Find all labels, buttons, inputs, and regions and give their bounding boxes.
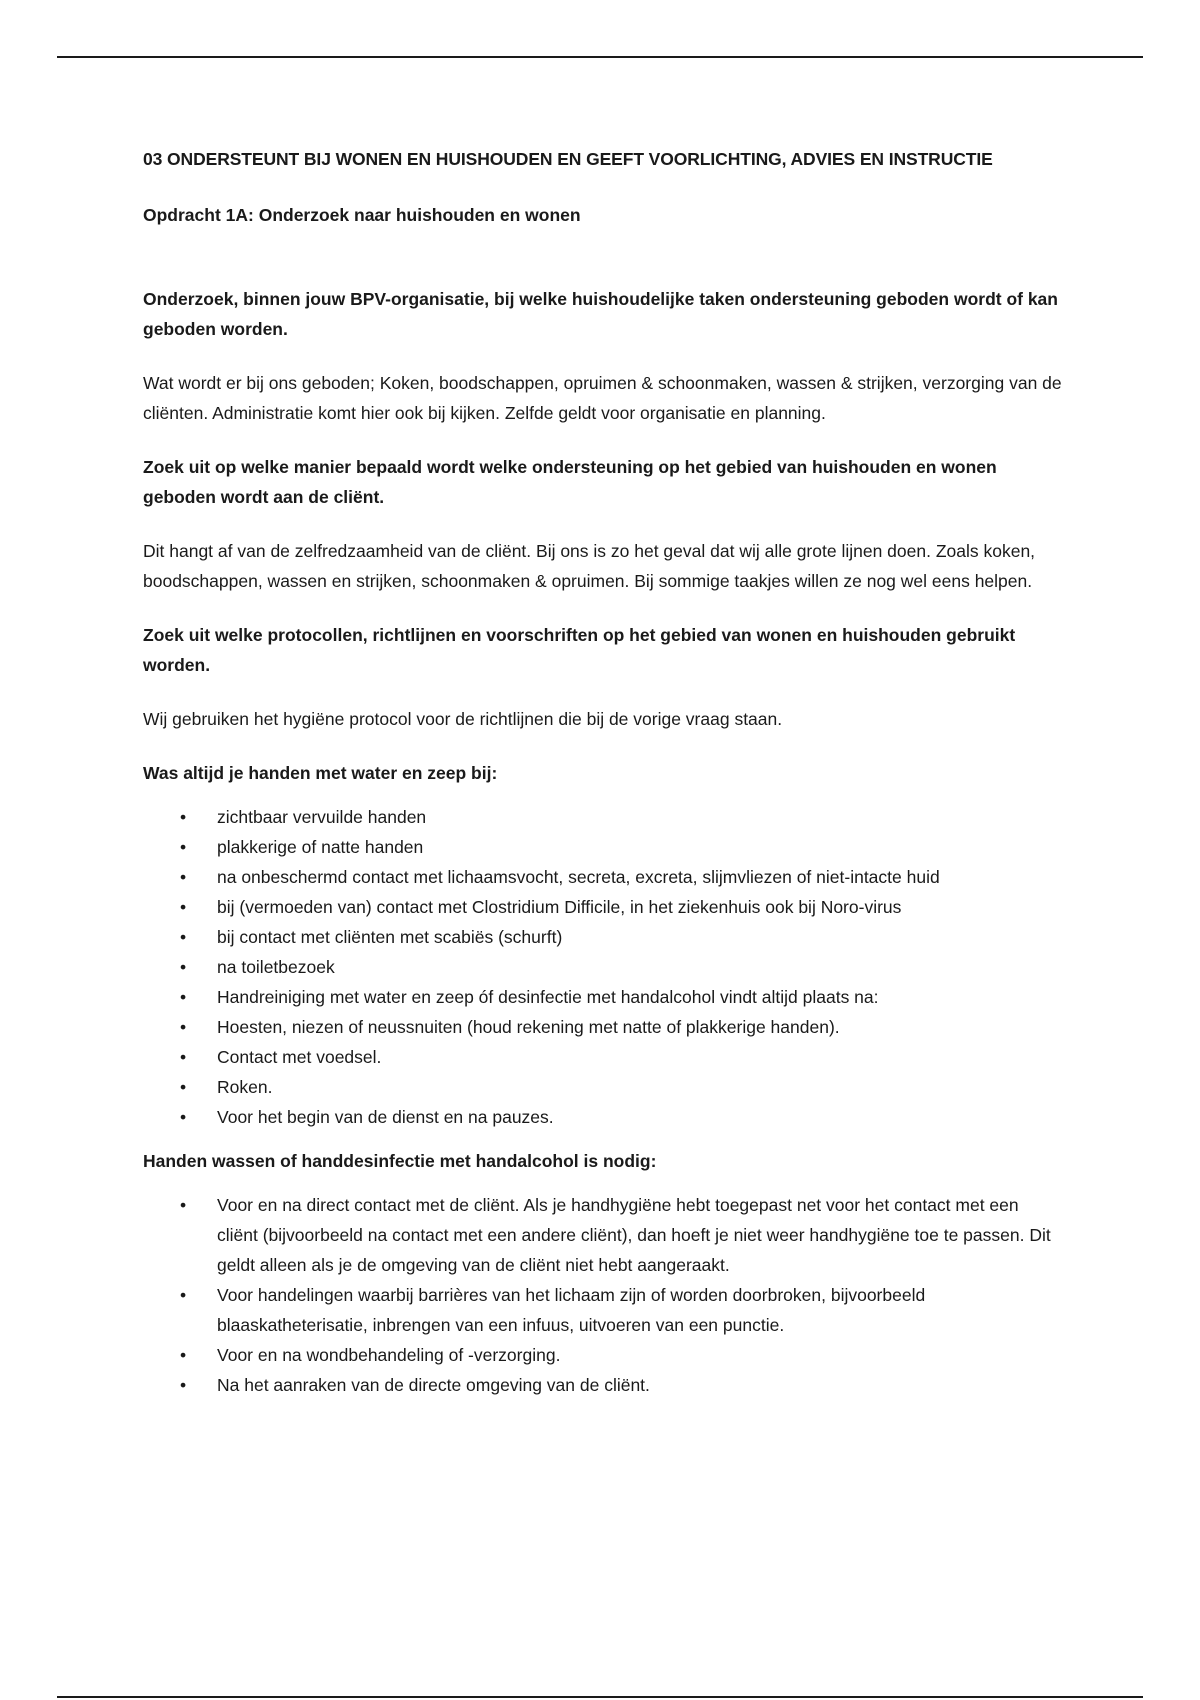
document-title: 03 ONDERSTEUNT BIJ WONEN EN HUISHOUDEN EN GEEFT VOORLICHTING, ADVIES EN INSTRUCTIE — [143, 149, 993, 169]
list-item: • Handreiniging met water en zeep óf desinfectie met handalcohol vindt altijd plaats na: — [143, 982, 1063, 1012]
list-item: • Na het aanraken van de directe omgeving van de cliënt. — [143, 1370, 1063, 1400]
list-2-heading: Handen wassen of handdesinfectie met handalcohol is nodig: — [143, 1151, 657, 1171]
list-item: • Roken. — [143, 1072, 1063, 1102]
footer-rule — [57, 1696, 1143, 1698]
answer-3: Wij gebruiken het hygiëne protocol voor de richtlijnen die bij de vorige vraag staan. — [143, 709, 783, 729]
list-item: • Voor en na wondbehandeling of -verzorging. — [143, 1340, 1063, 1370]
list-item: • bij contact met cliënten met scabiës (schurft) — [143, 922, 1063, 952]
list-item: • Voor handelingen waarbij barrières van het lichaam zijn of worden doorbroken, bijvoorbeeld blaaskatheterisatie, inbrengen van een infuus, uitvoeren van een punctie. — [143, 1280, 1063, 1340]
hand-disinfection-list — [143, 1190, 1063, 1400]
answer-1: Wat wordt er bij ons geboden; Koken, boodschappen, opruimen & schoonmaken, wassen & strijken, verzorging van de cliënten. Administratie komt hier ook bij kijken. Zelfde geldt voor organisatie en planning. — [143, 373, 1062, 423]
header-rule — [57, 56, 1143, 58]
list-item: • Voor het begin van de dienst en na pauzes. — [143, 1102, 1063, 1132]
handwashing-list — [143, 802, 1063, 1132]
list-item: • Hoesten, niezen of neussnuiten (houd rekening met natte of plakkerige handen). — [143, 1012, 1063, 1042]
assignment-title: Opdracht 1A: Onderzoek naar huishouden en wonen — [143, 205, 581, 225]
list-item: • bij (vermoeden van) contact met Clostridium Difficile, in het ziekenhuis ook bij Noro-virus — [143, 892, 1063, 922]
answer-2: Dit hangt af van de zelfredzaamheid van de cliënt. Bij ons is zo het geval dat wij alle grote lijnen doen. Zoals koken, boodschappen, wassen en strijken, schoonmaken & opruimen. Bij sommige taakjes willen ze nog wel eens helpen. — [143, 541, 1036, 591]
list-item: • na onbeschermd contact met lichaamsvocht, secreta, excreta, slijmvliezen of niet-intacte huid — [143, 862, 1063, 892]
list-item: • zichtbaar vervuilde handen — [143, 802, 1063, 832]
list-item: • na toiletbezoek — [143, 952, 1063, 982]
list-item: • plakkerige of natte handen — [143, 832, 1063, 862]
question-1: Onderzoek, binnen jouw BPV-organisatie, bij welke huishoudelijke taken ondersteuning geboden wordt of kan geboden worden. — [143, 289, 1058, 339]
document-body — [143, 144, 1063, 1414]
question-3: Zoek uit welke protocollen, richtlijnen en voorschriften op het gebied van wonen en huishouden gebruikt worden. — [143, 625, 1016, 675]
list-item: • Contact met voedsel. — [143, 1042, 1063, 1072]
question-2: Zoek uit op welke manier bepaald wordt welke ondersteuning op het gebied van huishouden en wonen geboden wordt aan de cliënt. — [143, 457, 997, 507]
list-1-heading: Was altijd je handen met water en zeep bij: — [143, 763, 498, 783]
list-item: • Voor en na direct contact met de cliënt. Als je handhygiëne hebt toegepast net voor het contact met een cliënt (bijvoorbeeld na contact met een andere cliënt), dan hoeft je niet weer handhygiëne toe te passen. Dit geldt alleen als je de omgeving van de cliënt niet hebt aangeraakt. — [143, 1190, 1063, 1280]
